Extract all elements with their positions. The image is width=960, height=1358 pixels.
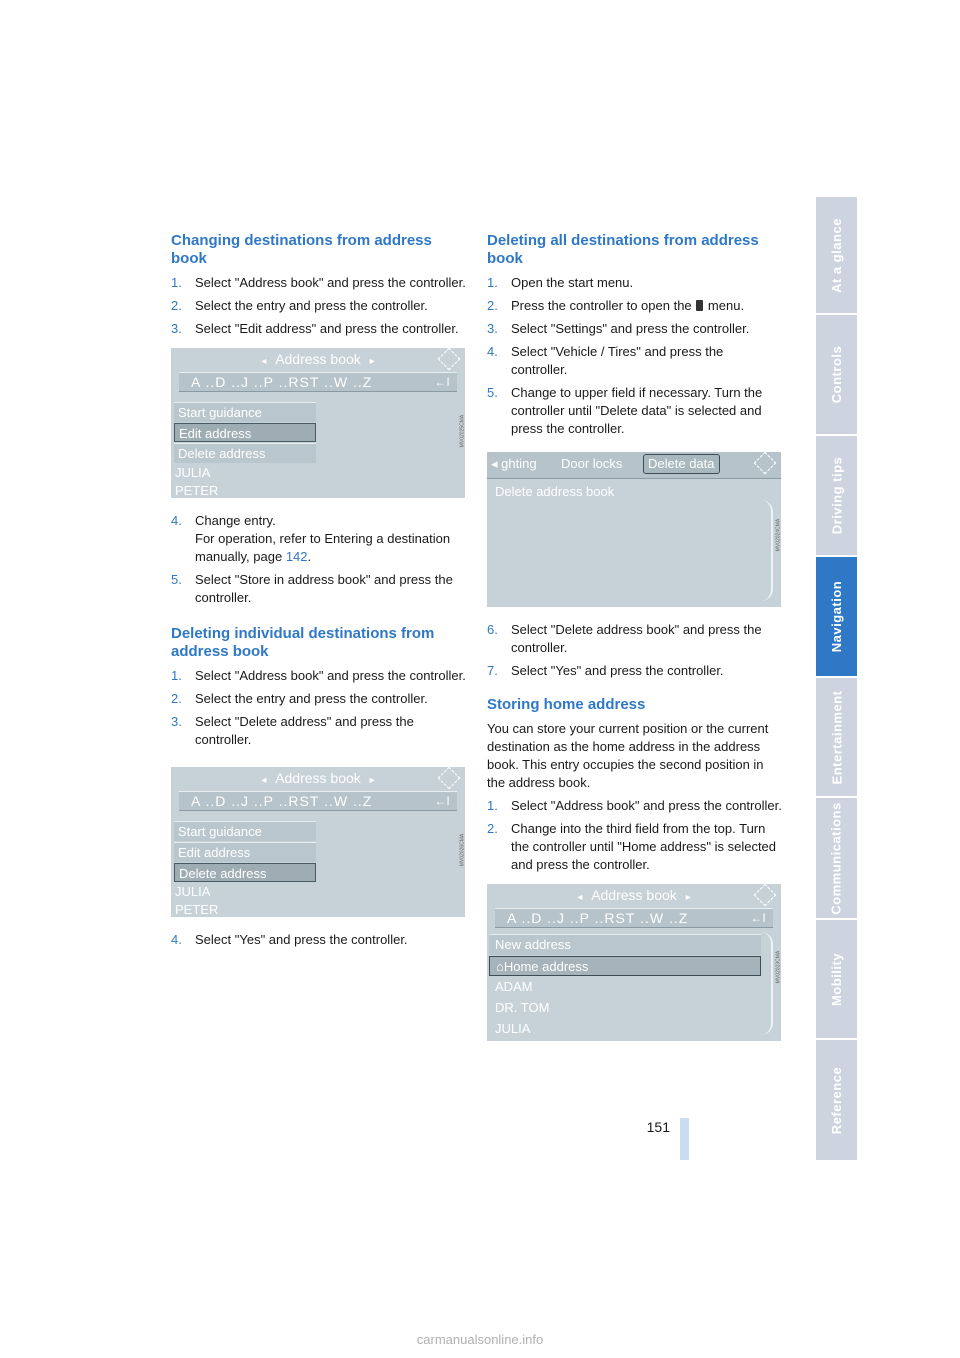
list-item: 4. Change entry. For operation, refer to Entering a destination manually, page 142. — [171, 513, 451, 564]
section-heading: Deleting all destinations from address book — [487, 232, 759, 267]
list-item: 3. Select "Delete address" and press the controller. — [171, 714, 414, 747]
list-item: 6. Select "Delete address book" and press the controller. — [487, 622, 762, 655]
left-column — [171, 232, 466, 954]
home-icon: ⌂ — [496, 959, 504, 974]
back-icon: ←I — [743, 908, 773, 928]
info-icon — [696, 300, 703, 311]
list-item: 2. Select the entry and press the controller. — [171, 298, 428, 313]
sidebar-item-communications[interactable]: Communications — [816, 798, 857, 920]
list-item: 3. Select "Edit address" and press the controller. — [171, 321, 459, 336]
back-icon: ←I — [427, 372, 457, 392]
list-item: 1. Open the start menu. — [487, 275, 634, 290]
sidebar-item-driving-tips[interactable]: Driving tips — [816, 436, 857, 557]
section-heading: Changing destinations from address book — [171, 232, 432, 267]
sidebar-item-entertainment[interactable]: Entertainment — [816, 678, 857, 798]
sidebar-item-controls[interactable]: Controls — [816, 315, 857, 436]
page-marker — [680, 1118, 689, 1160]
sidebar-item-reference[interactable]: Reference — [829, 1066, 844, 1134]
screen-edit-address: ◂ Address book ▸ A ..D ..J ..P ..RST ..W ..Z ←I Start guidance Edit address Delete address JULIA PETER MV02025CMA — [171, 348, 465, 498]
list-item: 5. Select "Store in address book" and press the controller. — [171, 572, 453, 605]
back-icon: ←I — [427, 791, 457, 811]
section-heading: Deleting individual destinations from address book — [171, 625, 435, 660]
section-heading: Storing home address — [487, 696, 646, 713]
list-item: 4. Select "Vehicle / Tires" and press the controller. — [487, 344, 724, 377]
sidebar-item-at-a-glance[interactable]: At a glance — [816, 197, 857, 315]
list-item: 4. Select "Yes" and press the controller. — [171, 932, 408, 947]
page-number: 151 — [646, 1119, 670, 1135]
list-item: 2. Select the entry and press the controller. — [171, 691, 428, 706]
list-item: 1. Select "Address book" and press the controller. — [171, 275, 466, 290]
watermark: carmanualsonline.info — [416, 1332, 544, 1347]
list-item: 2. Press the controller to open the menu. — [487, 298, 745, 313]
chapter-sidebar — [816, 197, 857, 1160]
screen-delete-data: ◂ ghting Door locks Delete data Delete address book MV02024CMA — [487, 452, 781, 607]
page-link[interactable]: 142 — [285, 549, 308, 564]
list-item: 1. Select "Address book" and press the controller. — [487, 798, 782, 813]
right-column: Deleting all destinations from address book 1. Open the start menu. 2. Press the controller to open the menu. 3. Select "Settings" and press the controller. 4. Select "Vehicle / Tires" and press the controller. 5. Change to upper field if necessary. Turn the controller until "Delete data" is selected and press the controller. ◂ ghting Door locks Delete data Delete address book MV02024CMA 6. Select "Delete address book" and press the controller. 7. Select "Yes" and press the controller. Storing home address You can store your current position or the current destination as the home address in the address book. This entry occupies the second position in the address book. 1. Select "Address book" and press the controller. 2. Change into the third field from the top. Turn the controller until "Home address" is selected and press the controller. ◂ Address book ▸ A ..D ..J ..P ..RST ..W ..Z ←I New address ⌂Home address ADAM DR. TOM JULIA MV02023CMA — [487, 232, 782, 1055]
screen-home-address: ◂ Address book ▸ A ..D ..J ..P ..RST ..W ..Z ←I New address ⌂Home address ADAM DR. TOM JULIA MV02023CMA — [487, 884, 781, 1041]
list-item: 7. Select "Yes" and press the controller. — [487, 663, 724, 678]
sidebar-item-mobility[interactable]: Mobility — [816, 920, 857, 1040]
sidebar-item-navigation[interactable]: Navigation — [816, 557, 857, 678]
list-item: 1. Select "Address book" and press the controller. — [171, 668, 466, 683]
screen-delete-address: ◂ Address book ▸ A ..D ..J ..P ..RST ..W ..Z ←I Start guidance Edit address Delete address JULIA PETER MV02026CMA — [171, 767, 465, 917]
list-item: 2. Change into the third field from the top. Turn the controller until "Home address" is selected and press the controller. — [487, 821, 777, 872]
list-item: 5. Change to upper field if necessary. Turn the controller until "Delete data" is selected and press the controller. — [487, 385, 763, 436]
list-item: 3. Select "Settings" and press the controller. — [487, 321, 750, 336]
